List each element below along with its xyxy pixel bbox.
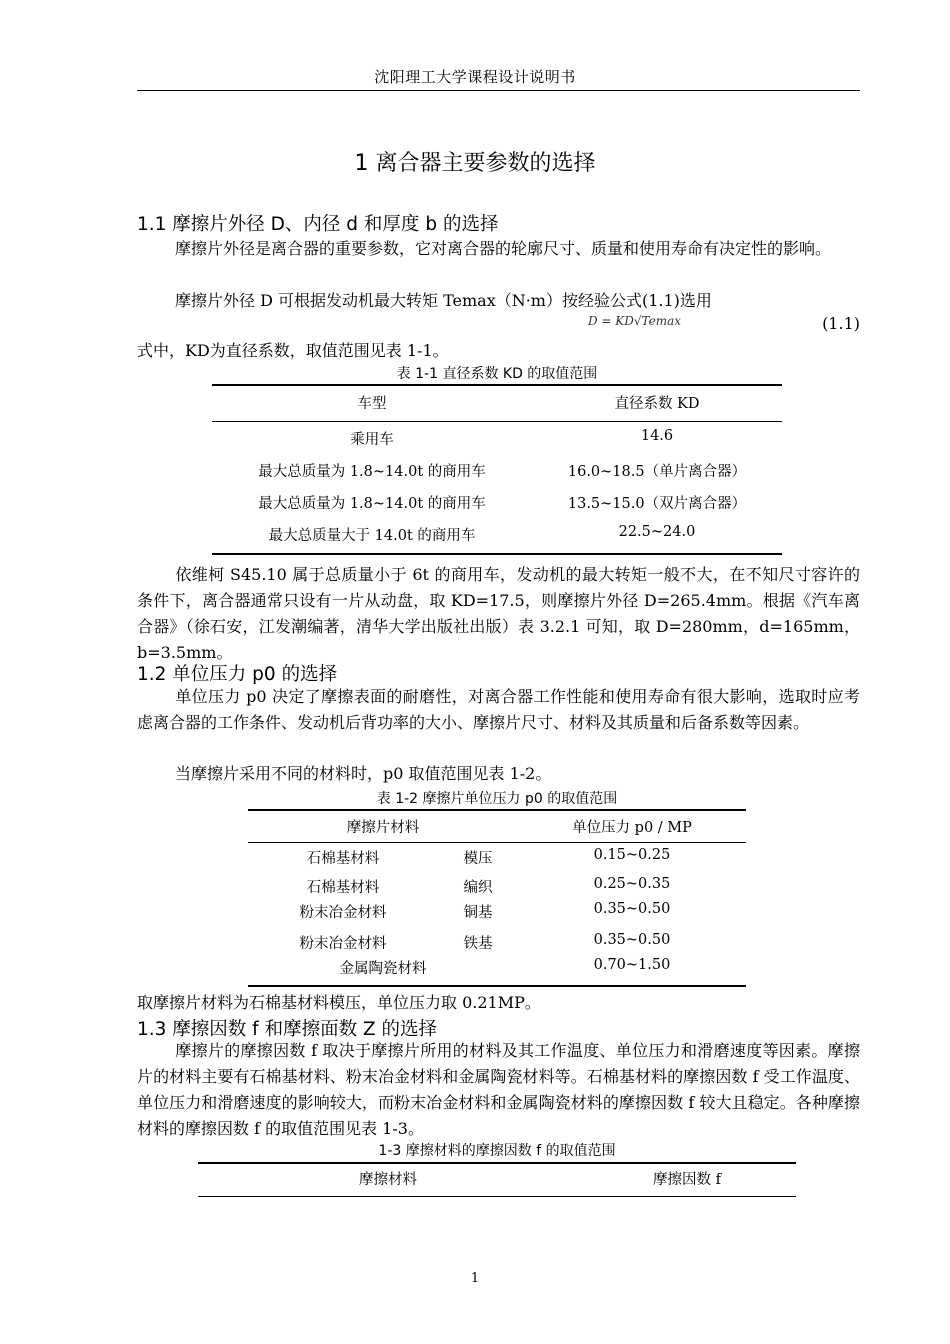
table-cell: 0.15~0.25 <box>593 847 671 863</box>
table-cell: 粉末冶金材料 <box>299 905 387 921</box>
table-header-cell: 车型 <box>357 396 387 412</box>
paragraph-text: 摩擦片的摩擦因数 f 取决于摩擦片所用的材料及其工作温度、单位压力和滑磨速度等因素。摩擦片的材料主要有石棉基材料、粉末冶金材料和金属陶瓷材料等。石棉基材料的摩擦因数 f 受工作温度、单位压力和滑磨速度的影响较大，而粉末冶金材料和金属陶瓷材料的摩擦因数 f 较大且稳定。各种摩擦材料的摩擦因数 f 的取值范围见表 1-3。 <box>137 1041 860 1138</box>
paragraph-text: 摩擦片外径 D 可根据发动机最大转矩 Temax（N·m）按经验公式(1.1)选用 <box>175 291 712 310</box>
table-cell: 模压 <box>463 851 493 867</box>
table-cell: 金属陶瓷材料 <box>339 961 427 977</box>
table-rule <box>248 809 746 811</box>
table-cell: 13.5~15.0（双片离合器） <box>567 496 747 512</box>
paragraph-text: 当摩擦片采用不同的材料时，p0 取值范围见表 1-2。 <box>175 764 552 783</box>
equation-number: (1.1) <box>822 314 860 333</box>
table-cell: 石棉基材料 <box>306 851 380 867</box>
paragraph <box>137 761 860 787</box>
table-header-cell: 摩擦片材料 <box>346 820 420 836</box>
table-cell: 0.25~0.35 <box>593 876 671 892</box>
table-header-cell: 单位压力 p0 / MP <box>572 820 692 836</box>
section-heading-1-3: 1.3 摩擦因数 f 和摩擦面数 Z 的选择 <box>137 1019 438 1040</box>
table-1-2-caption: 表 1-2 摩擦片单位压力 p0 的取值范围 <box>376 791 618 807</box>
section-heading-1-1: 1.1 摩擦片外径 D、内径 d 和厚度 b 的选择 <box>137 214 499 235</box>
table-rule <box>212 384 782 386</box>
paragraph-text: 依维柯 S45.10 属于总质量小于 6t 的商用车，发动机的最大转矩一般不大，在不知尺寸容许的条件下，离合器通常只设有一片从动盘，取 KD=17.5，则摩擦片外径 D=265.4mm。根据《汽车离合器》（徐石安，江发潮编著，清华大学出版社出版）表 3.2.1 可知，取 D=280mm，d=165mm，b=3.5mm。 <box>137 565 860 662</box>
table-cell: 最大总质量大于 14.0t 的商用车 <box>268 528 476 544</box>
table-cell: 0.70~1.50 <box>593 957 671 973</box>
table-header-cell: 直径系数 KD <box>614 396 700 412</box>
paragraph <box>137 288 860 314</box>
table-cell: 乘用车 <box>350 432 394 448</box>
paragraph <box>137 1038 860 1142</box>
table-1-1-caption: 表 1-1 直径系数 KD 的取值范围 <box>396 366 598 382</box>
table-rule <box>198 1196 796 1197</box>
table-rule <box>248 842 746 843</box>
table-rule <box>248 985 746 987</box>
paragraph <box>137 684 860 736</box>
formula-1-1: D = KD√Temax <box>588 314 682 328</box>
table-cell: 22.5~24.0 <box>618 524 696 540</box>
paragraph-text: 单位压力 p0 决定了摩擦表面的耐磨性，对离合器工作性能和使用寿命有很大影响，选取时应考虑离合器的工作条件、发动机后背功率的大小、摩擦片尺寸、材料及其质量和后备系数等因素。 <box>137 687 860 732</box>
paragraph <box>137 236 860 262</box>
table-header-cell: 摩擦材料 <box>359 1172 417 1188</box>
table-cell: 0.35~0.50 <box>593 932 671 948</box>
table-cell: 石棉基材料 <box>306 880 380 896</box>
table-cell: 14.6 <box>640 428 674 444</box>
table-cell: 0.35~0.50 <box>593 901 671 917</box>
chapter-title: 1 离合器主要参数的选择 <box>354 151 596 176</box>
paragraph <box>137 562 860 666</box>
table-rule <box>198 1162 796 1164</box>
paragraph-text: 取摩擦片材料为石棉基材料模压，单位压力取 0.21MP。 <box>137 993 541 1012</box>
page-header: 沈阳理工大学课程设计说明书 <box>374 68 576 86</box>
table-cell: 最大总质量为 1.8~14.0t 的商用车 <box>258 496 486 512</box>
table-1-3-caption: 1-3 摩擦材料的摩擦因数 f 的取值范围 <box>378 1143 616 1159</box>
table-cell: 铁基 <box>463 936 493 952</box>
paragraph-text: 式中，KD为直径系数，取值范围见表 1-1。 <box>137 341 449 360</box>
table-cell: 16.0~18.5（单片离合器） <box>567 464 747 480</box>
table-cell: 最大总质量为 1.8~14.0t 的商用车 <box>258 464 486 480</box>
table-header-cell: 摩擦因数 f <box>653 1172 721 1188</box>
page-number: 1 <box>470 1271 480 1286</box>
table-cell: 编织 <box>463 880 493 896</box>
table-cell: 铜基 <box>463 905 493 921</box>
header-rule <box>137 90 860 91</box>
table-cell: 粉末冶金材料 <box>299 936 387 952</box>
section-heading-1-2: 1.2 单位压力 p0 的选择 <box>137 664 338 685</box>
table-rule <box>212 421 782 422</box>
table-rule <box>212 553 782 555</box>
paragraph-text: 摩擦片外径是离合器的重要参数，它对离合器的轮廓尺寸、质量和使用寿命有决定性的影响。 <box>175 239 832 258</box>
